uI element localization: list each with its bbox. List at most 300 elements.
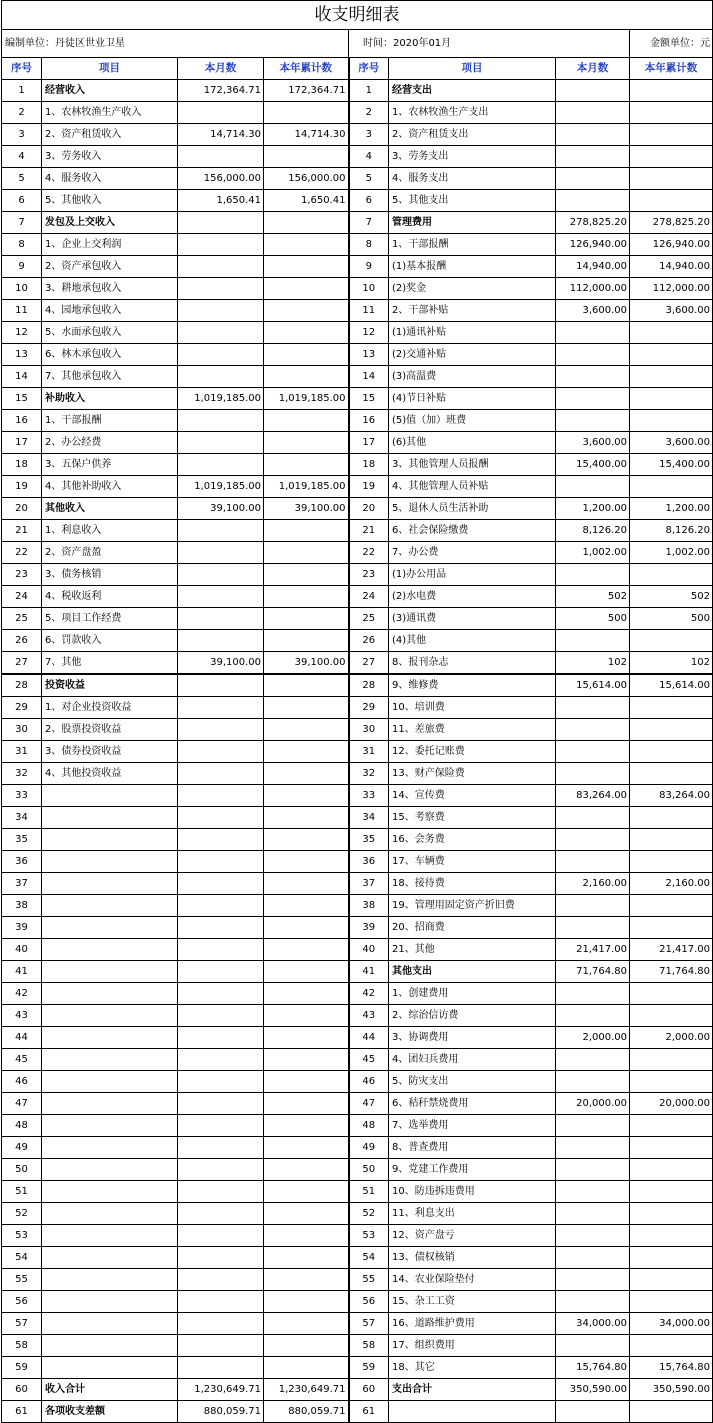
- right-item-cell: (6)其他: [389, 432, 556, 454]
- left-item-cell: 经营收入: [42, 80, 178, 102]
- left-seq-cell: 61: [2, 1401, 42, 1423]
- right-month-cell: [556, 630, 630, 652]
- left-item-cell: [42, 1049, 178, 1071]
- left-seq-cell: 52: [2, 1203, 42, 1225]
- left-month-cell: [178, 851, 264, 873]
- table-row: [2, 564, 713, 586]
- right-item-cell: 7、选举费用: [389, 1115, 556, 1137]
- right-seq-cell: 46: [349, 1071, 389, 1093]
- left-item-cell: [42, 851, 178, 873]
- right-item-cell: 4、团妇兵费用: [389, 1049, 556, 1071]
- left-seq-cell: 13: [2, 344, 42, 366]
- left-year-cell: [264, 520, 349, 542]
- left-month-cell: [178, 630, 264, 652]
- left-seq-cell: 46: [2, 1071, 42, 1093]
- left-month-cell: [178, 454, 264, 476]
- right-month-cell: 278,825.20: [556, 212, 630, 234]
- left-item-cell: [42, 1181, 178, 1203]
- left-year-cell: [264, 1071, 349, 1093]
- right-month-cell: [556, 1071, 630, 1093]
- left-month-cell: [178, 1049, 264, 1071]
- header-year: 本年累计数: [264, 58, 349, 80]
- left-seq-cell: 42: [2, 983, 42, 1005]
- table-row: [2, 1115, 713, 1137]
- right-item-cell: 21、其他: [389, 939, 556, 961]
- right-year-cell: [630, 1005, 713, 1027]
- left-item-cell: 1、农林牧渔生产收入: [42, 102, 178, 124]
- left-year-cell: 880,059.71: [264, 1401, 349, 1423]
- right-year-cell: 500: [630, 608, 713, 630]
- right-year-cell: 15,764.80: [630, 1357, 713, 1379]
- right-year-cell: 14,940.00: [630, 256, 713, 278]
- right-month-cell: 83,264.00: [556, 785, 630, 807]
- left-year-cell: 1,019,185.00: [264, 388, 349, 410]
- left-item-cell: [42, 939, 178, 961]
- left-item-cell: 7、其他承包收入: [42, 366, 178, 388]
- currency-unit: 金额单位：元: [630, 30, 713, 58]
- right-item-cell: 5、防灾支出: [389, 1071, 556, 1093]
- left-year-cell: [264, 785, 349, 807]
- left-seq-cell: 24: [2, 586, 42, 608]
- table-row: [2, 542, 713, 564]
- right-seq-cell: 4: [349, 146, 389, 168]
- left-month-cell: [178, 102, 264, 124]
- left-year-cell: 1,019,185.00: [264, 476, 349, 498]
- right-item-cell: 4、其他管理人员补贴: [389, 476, 556, 498]
- left-month-cell: [178, 344, 264, 366]
- left-item-cell: 其他收入: [42, 498, 178, 520]
- left-item-cell: 补助收入: [42, 388, 178, 410]
- left-seq-cell: 41: [2, 961, 42, 983]
- left-item-cell: [42, 1247, 178, 1269]
- right-month-cell: 2,000.00: [556, 1027, 630, 1049]
- left-item-cell: 1、对企业投资收益: [42, 697, 178, 719]
- left-year-cell: [264, 917, 349, 939]
- table-row: [2, 1269, 713, 1291]
- right-month-cell: [556, 344, 630, 366]
- left-month-cell: [178, 608, 264, 630]
- left-month-cell: [178, 212, 264, 234]
- left-month-cell: [178, 520, 264, 542]
- table-row: [2, 1357, 713, 1379]
- right-item-cell: 11、利息支出: [389, 1203, 556, 1225]
- right-year-cell: [630, 1159, 713, 1181]
- left-month-cell: [178, 1159, 264, 1181]
- left-month-cell: [178, 564, 264, 586]
- right-seq-cell: 1: [349, 80, 389, 102]
- right-year-cell: 102: [630, 652, 713, 675]
- left-item-cell: 1、企业上交利润: [42, 234, 178, 256]
- right-seq-cell: 9: [349, 256, 389, 278]
- left-month-cell: [178, 1071, 264, 1093]
- left-year-cell: [264, 212, 349, 234]
- header-month: 本月数: [556, 58, 630, 80]
- left-month-cell: [178, 674, 264, 697]
- left-month-cell: [178, 366, 264, 388]
- right-item-cell: 其他支出: [389, 961, 556, 983]
- right-month-cell: 2,160.00: [556, 873, 630, 895]
- right-seq-cell: 12: [349, 322, 389, 344]
- left-seq-cell: 26: [2, 630, 42, 652]
- left-year-cell: [264, 1159, 349, 1181]
- right-year-cell: [630, 763, 713, 785]
- left-item-cell: [42, 785, 178, 807]
- left-item-cell: 收入合计: [42, 1379, 178, 1401]
- left-seq-cell: 1: [2, 80, 42, 102]
- right-year-cell: [630, 388, 713, 410]
- left-year-cell: [264, 1335, 349, 1357]
- left-year-cell: [264, 829, 349, 851]
- right-seq-cell: 13: [349, 344, 389, 366]
- left-year-cell: [264, 454, 349, 476]
- table-row: [2, 1247, 713, 1269]
- right-year-cell: [630, 190, 713, 212]
- right-year-cell: 15,614.00: [630, 674, 713, 697]
- left-month-cell: [178, 1005, 264, 1027]
- left-month-cell: [178, 719, 264, 741]
- income-expense-table: [1, 0, 713, 1423]
- right-item-cell: 15、杂工工资: [389, 1291, 556, 1313]
- table-row: [2, 1137, 713, 1159]
- right-item-cell: 3、其他管理人员报酬: [389, 454, 556, 476]
- left-item-cell: 1、干部报酬: [42, 410, 178, 432]
- right-item-cell: 14、宣传费: [389, 785, 556, 807]
- right-year-cell: 83,264.00: [630, 785, 713, 807]
- left-seq-cell: 18: [2, 454, 42, 476]
- right-month-cell: [556, 80, 630, 102]
- left-year-cell: [264, 630, 349, 652]
- left-seq-cell: 56: [2, 1291, 42, 1313]
- right-year-cell: [630, 1181, 713, 1203]
- left-seq-cell: 5: [2, 168, 42, 190]
- table-row: [2, 256, 713, 278]
- right-month-cell: [556, 1159, 630, 1181]
- right-seq-cell: 40: [349, 939, 389, 961]
- right-seq-cell: 32: [349, 763, 389, 785]
- right-item-cell: 管理费用: [389, 212, 556, 234]
- left-month-cell: [178, 146, 264, 168]
- right-seq-cell: 57: [349, 1313, 389, 1335]
- right-item-cell: (1)基本报酬: [389, 256, 556, 278]
- right-year-cell: [630, 1247, 713, 1269]
- left-item-cell: [42, 1093, 178, 1115]
- right-item-cell: 18、接待费: [389, 873, 556, 895]
- right-month-cell: [556, 168, 630, 190]
- right-seq-cell: 39: [349, 917, 389, 939]
- right-month-cell: 502: [556, 586, 630, 608]
- left-item-cell: 2、股票投资收益: [42, 719, 178, 741]
- right-item-cell: 2、综治信访费: [389, 1005, 556, 1027]
- right-month-cell: [556, 410, 630, 432]
- right-seq-cell: 47: [349, 1093, 389, 1115]
- right-year-cell: 8,126.20: [630, 520, 713, 542]
- left-seq-cell: 44: [2, 1027, 42, 1049]
- right-item-cell: 20、招商费: [389, 917, 556, 939]
- right-seq-cell: 18: [349, 454, 389, 476]
- left-item-cell: [42, 983, 178, 1005]
- left-month-cell: 1,019,185.00: [178, 476, 264, 498]
- right-item-cell: 14、农业保险垫付: [389, 1269, 556, 1291]
- right-item-cell: 16、道路维护费用: [389, 1313, 556, 1335]
- left-seq-cell: 25: [2, 608, 42, 630]
- right-seq-cell: 10: [349, 278, 389, 300]
- right-month-cell: 3,600.00: [556, 300, 630, 322]
- left-seq-cell: 19: [2, 476, 42, 498]
- right-year-cell: 15,400.00: [630, 454, 713, 476]
- left-year-cell: [264, 322, 349, 344]
- left-year-cell: [264, 1313, 349, 1335]
- table-row: [2, 410, 713, 432]
- right-month-cell: 15,764.80: [556, 1357, 630, 1379]
- table-row: [2, 498, 713, 520]
- table-row: [2, 1027, 713, 1049]
- left-month-cell: [178, 1093, 264, 1115]
- left-seq-cell: 27: [2, 652, 42, 675]
- right-year-cell: [630, 102, 713, 124]
- left-month-cell: [178, 1115, 264, 1137]
- right-month-cell: [556, 719, 630, 741]
- right-item-cell: (2)水电费: [389, 586, 556, 608]
- right-item-cell: 6、秸秆禁烧费用: [389, 1093, 556, 1115]
- left-item-cell: 发包及上交收入: [42, 212, 178, 234]
- left-seq-cell: 43: [2, 1005, 42, 1027]
- right-item-cell: (3)高温费: [389, 366, 556, 388]
- right-year-cell: [630, 1115, 713, 1137]
- left-item-cell: 3、耕地承包收入: [42, 278, 178, 300]
- left-month-cell: [178, 741, 264, 763]
- right-year-cell: [630, 476, 713, 498]
- right-seq-cell: 33: [349, 785, 389, 807]
- left-seq-cell: 49: [2, 1137, 42, 1159]
- right-month-cell: [556, 1115, 630, 1137]
- table-row: [2, 344, 713, 366]
- right-month-cell: [556, 124, 630, 146]
- left-item-cell: [42, 829, 178, 851]
- left-item-cell: [42, 1005, 178, 1027]
- left-item-cell: 4、服务收入: [42, 168, 178, 190]
- right-month-cell: [556, 190, 630, 212]
- left-seq-cell: 23: [2, 564, 42, 586]
- left-seq-cell: 3: [2, 124, 42, 146]
- left-month-cell: 1,230,649.71: [178, 1379, 264, 1401]
- right-item-cell: 17、组织费用: [389, 1335, 556, 1357]
- right-month-cell: [556, 564, 630, 586]
- left-month-cell: [178, 1291, 264, 1313]
- right-seq-cell: 45: [349, 1049, 389, 1071]
- table-row: [2, 212, 713, 234]
- left-year-cell: [264, 1005, 349, 1027]
- left-seq-cell: 22: [2, 542, 42, 564]
- left-item-cell: [42, 873, 178, 895]
- table-row: [2, 234, 713, 256]
- left-item-cell: 6、林木承包收入: [42, 344, 178, 366]
- left-year-cell: [264, 146, 349, 168]
- left-item-cell: [42, 1137, 178, 1159]
- left-year-cell: [264, 608, 349, 630]
- right-seq-cell: 2: [349, 102, 389, 124]
- right-seq-cell: 14: [349, 366, 389, 388]
- left-item-cell: [42, 1357, 178, 1379]
- right-year-cell: [630, 168, 713, 190]
- right-year-cell: [630, 344, 713, 366]
- right-month-cell: [556, 741, 630, 763]
- right-year-cell: 71,764.80: [630, 961, 713, 983]
- right-month-cell: 350,590.00: [556, 1379, 630, 1401]
- left-item-cell: [42, 1269, 178, 1291]
- right-seq-cell: 37: [349, 873, 389, 895]
- left-year-cell: [264, 586, 349, 608]
- left-year-cell: [264, 542, 349, 564]
- left-month-cell: 156,000.00: [178, 168, 264, 190]
- left-seq-cell: 33: [2, 785, 42, 807]
- left-seq-cell: 36: [2, 851, 42, 873]
- left-item-cell: 1、利息收入: [42, 520, 178, 542]
- right-month-cell: 112,000.00: [556, 278, 630, 300]
- right-month-cell: 15,400.00: [556, 454, 630, 476]
- left-month-cell: [178, 961, 264, 983]
- right-seq-cell: 61: [349, 1401, 389, 1423]
- left-item-cell: [42, 1313, 178, 1335]
- right-seq-cell: 22: [349, 542, 389, 564]
- right-month-cell: [556, 1401, 630, 1423]
- left-year-cell: [264, 961, 349, 983]
- left-year-cell: [264, 895, 349, 917]
- right-year-cell: [630, 697, 713, 719]
- right-year-cell: 350,590.00: [630, 1379, 713, 1401]
- right-year-cell: 1,002.00: [630, 542, 713, 564]
- left-month-cell: [178, 1335, 264, 1357]
- right-year-cell: 3,600.00: [630, 432, 713, 454]
- table-row: [2, 652, 713, 675]
- left-month-cell: [178, 542, 264, 564]
- left-item-cell: 2、资产盘盈: [42, 542, 178, 564]
- right-year-cell: [630, 1049, 713, 1071]
- right-seq-cell: 34: [349, 807, 389, 829]
- left-seq-cell: 16: [2, 410, 42, 432]
- right-item-cell: (4)其他: [389, 630, 556, 652]
- right-seq-cell: 28: [349, 674, 389, 697]
- right-year-cell: 21,417.00: [630, 939, 713, 961]
- right-month-cell: [556, 895, 630, 917]
- right-month-cell: [556, 476, 630, 498]
- right-item-cell: (3)通讯费: [389, 608, 556, 630]
- table-row: [2, 520, 713, 542]
- header-month: 本月数: [178, 58, 264, 80]
- table-row: [2, 873, 713, 895]
- left-year-cell: 172,364.71: [264, 80, 349, 102]
- left-month-cell: [178, 873, 264, 895]
- table-row: [2, 432, 713, 454]
- table-row: [2, 851, 713, 873]
- right-item-cell: 9、党建工作费用: [389, 1159, 556, 1181]
- left-year-cell: [264, 300, 349, 322]
- right-month-cell: [556, 829, 630, 851]
- table-row: [2, 146, 713, 168]
- right-month-cell: [556, 1005, 630, 1027]
- table-row: [2, 829, 713, 851]
- left-item-cell: 2、资产租赁收入: [42, 124, 178, 146]
- left-seq-cell: 6: [2, 190, 42, 212]
- left-month-cell: [178, 1225, 264, 1247]
- right-month-cell: [556, 983, 630, 1005]
- table-row: [2, 366, 713, 388]
- header-seq: 序号: [349, 58, 389, 80]
- left-item-cell: 7、其他: [42, 652, 178, 675]
- right-seq-cell: 36: [349, 851, 389, 873]
- left-seq-cell: 31: [2, 741, 42, 763]
- table-row: [2, 785, 713, 807]
- left-year-cell: [264, 763, 349, 785]
- right-seq-cell: 55: [349, 1269, 389, 1291]
- right-year-cell: 1,200.00: [630, 498, 713, 520]
- table-row: [2, 476, 713, 498]
- right-item-cell: 9、维修费: [389, 674, 556, 697]
- table-row: [2, 1203, 713, 1225]
- left-month-cell: [178, 1181, 264, 1203]
- right-item-cell: 1、农林牧渔生产支出: [389, 102, 556, 124]
- header-seq: 序号: [2, 58, 42, 80]
- left-year-cell: [264, 1181, 349, 1203]
- right-year-cell: [630, 741, 713, 763]
- left-seq-cell: 37: [2, 873, 42, 895]
- right-item-cell: 2、干部补贴: [389, 300, 556, 322]
- table-header: [2, 58, 713, 80]
- right-year-cell: [630, 410, 713, 432]
- right-seq-cell: 26: [349, 630, 389, 652]
- left-item-cell: [42, 1203, 178, 1225]
- header-item: 项目: [389, 58, 556, 80]
- right-item-cell: 3、劳务支出: [389, 146, 556, 168]
- left-item-cell: [42, 961, 178, 983]
- table-row: [2, 983, 713, 1005]
- left-item-cell: [42, 1335, 178, 1357]
- left-month-cell: 1,019,185.00: [178, 388, 264, 410]
- left-year-cell: [264, 1027, 349, 1049]
- left-month-cell: [178, 256, 264, 278]
- right-year-cell: [630, 807, 713, 829]
- right-month-cell: [556, 1225, 630, 1247]
- left-seq-cell: 53: [2, 1225, 42, 1247]
- left-seq-cell: 47: [2, 1093, 42, 1115]
- right-item-cell: (2)奖金: [389, 278, 556, 300]
- left-seq-cell: 9: [2, 256, 42, 278]
- left-year-cell: [264, 234, 349, 256]
- right-month-cell: 71,764.80: [556, 961, 630, 983]
- left-month-cell: [178, 410, 264, 432]
- left-year-cell: [264, 564, 349, 586]
- right-year-cell: [630, 124, 713, 146]
- left-month-cell: [178, 1203, 264, 1225]
- right-seq-cell: 51: [349, 1181, 389, 1203]
- right-year-cell: 112,000.00: [630, 278, 713, 300]
- table-row: [2, 917, 713, 939]
- right-item-cell: 12、委托记账费: [389, 741, 556, 763]
- left-item-cell: [42, 1115, 178, 1137]
- table-row: [2, 1005, 713, 1027]
- right-year-cell: 2,160.00: [630, 873, 713, 895]
- left-year-cell: [264, 366, 349, 388]
- left-year-cell: 1,650.41: [264, 190, 349, 212]
- left-item-cell: [42, 807, 178, 829]
- left-seq-cell: 21: [2, 520, 42, 542]
- right-item-cell: 16、会务费: [389, 829, 556, 851]
- left-item-cell: 6、罚款收入: [42, 630, 178, 652]
- right-month-cell: 1,200.00: [556, 498, 630, 520]
- left-seq-cell: 15: [2, 388, 42, 410]
- right-year-cell: [630, 1401, 713, 1423]
- left-item-cell: [42, 895, 178, 917]
- left-item-cell: [42, 1159, 178, 1181]
